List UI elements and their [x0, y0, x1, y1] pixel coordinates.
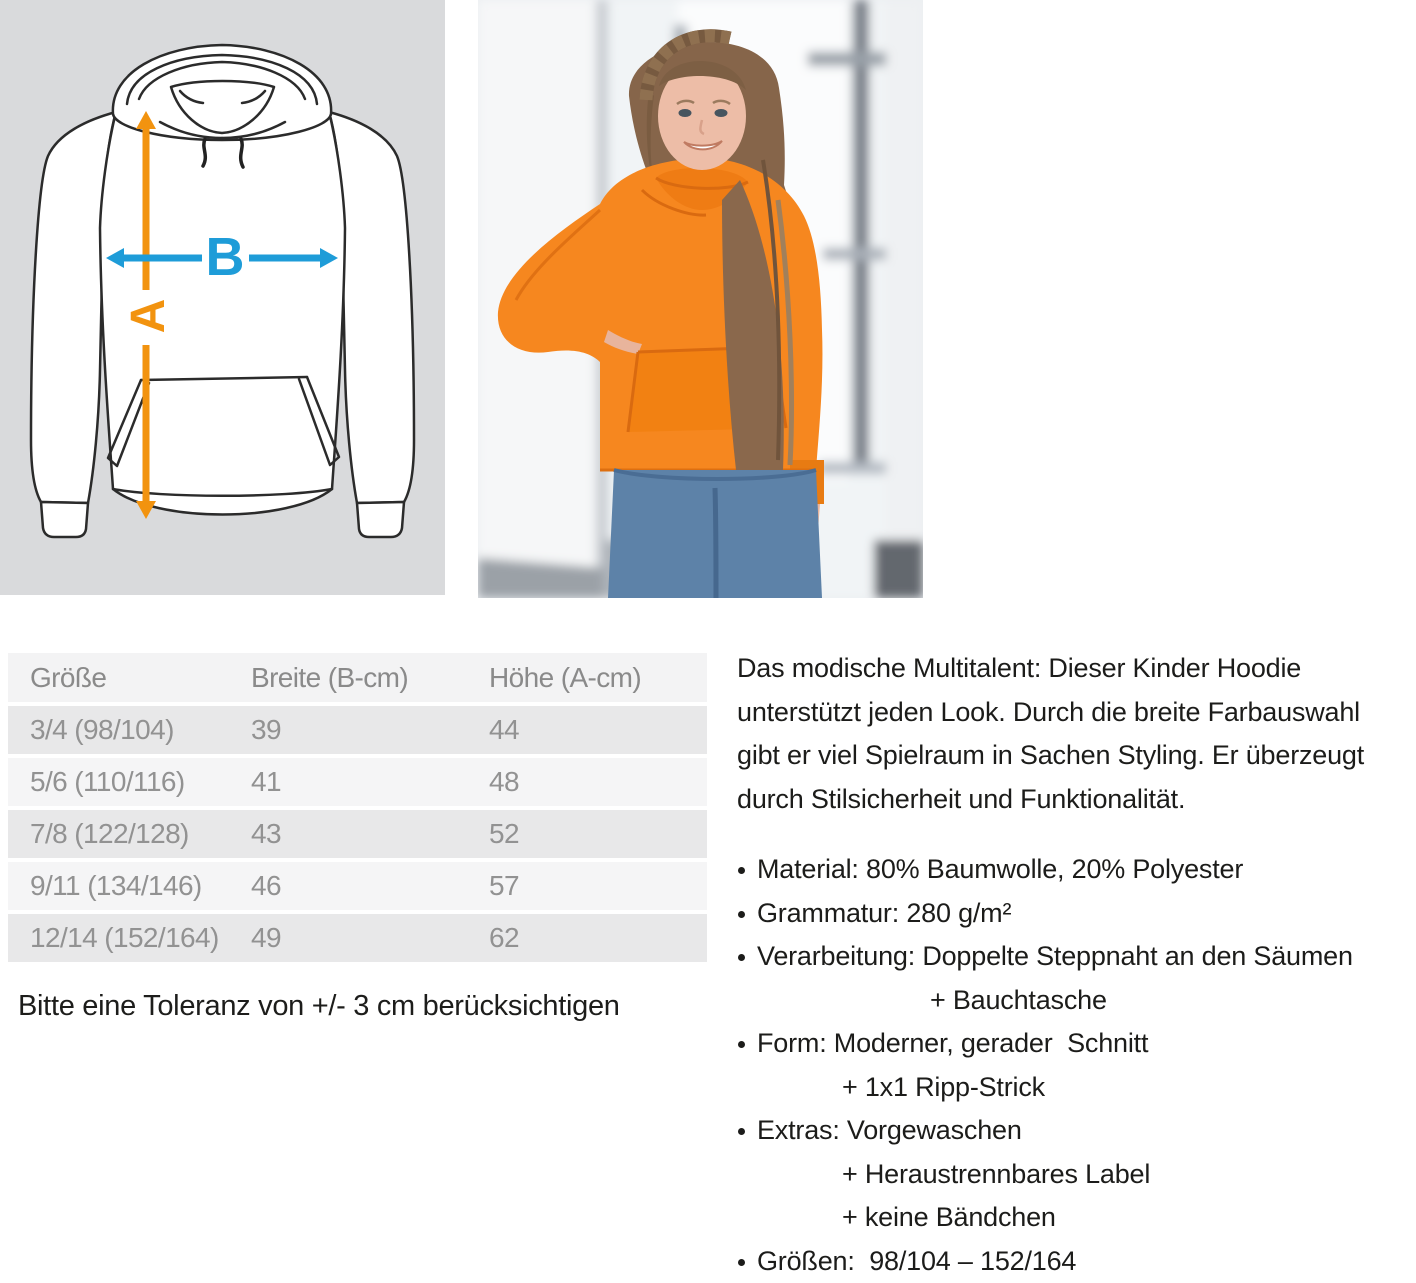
- table-cell: 39: [251, 714, 489, 746]
- description-line: unterstützt jeden Look. Durch die breite Farbauswahl: [737, 691, 1416, 735]
- table-row: [8, 758, 707, 806]
- table-cell: 5/6 (110/116): [30, 766, 251, 798]
- bullet-item: [737, 935, 1416, 979]
- table-cell: 49: [251, 922, 489, 954]
- bullet-text: Verarbeitung: Doppelte Steppnaht an den Säumen: [757, 935, 1353, 979]
- table-cell: 43: [251, 818, 489, 850]
- table-cell: 9/11 (134/146): [30, 870, 251, 902]
- table-cell: 62: [489, 922, 707, 954]
- label-a: A: [122, 299, 175, 334]
- bullet-text: Extras: Vorgewaschen: [757, 1109, 1022, 1153]
- table-cell: 3/4 (98/104): [30, 714, 251, 746]
- description-line: gibt er viel Spielraum in Sachen Styling. Er überzeugt: [737, 734, 1416, 778]
- table-row: [8, 862, 707, 910]
- hoodie-right-cuff: [357, 502, 404, 537]
- description-paragraph: [737, 647, 1416, 821]
- table-row: [8, 914, 707, 962]
- bullet-text: Größen: 98/104 – 152/164: [757, 1240, 1076, 1283]
- tolerance-note: Bitte eine Toleranz von +/- 3 cm berücksichtigen: [18, 990, 620, 1023]
- bullet-dot-icon: [738, 848, 757, 874]
- hoodie-left-cuff: [41, 502, 88, 537]
- table-cell: 57: [489, 870, 707, 902]
- column-header: Höhe (A-cm): [489, 662, 707, 694]
- table-cell: 52: [489, 818, 707, 850]
- description-line: durch Stilsicherheit und Funktionalität.: [737, 778, 1416, 822]
- bullet-dot-icon: [738, 1109, 757, 1135]
- size-table: [8, 653, 707, 962]
- bullet-sub-line: + Bauchtasche: [737, 979, 1416, 1023]
- table-cell: 44: [489, 714, 707, 746]
- bullet-item: [737, 848, 1416, 892]
- bullet-sub-line: + keine Bändchen: [737, 1196, 1416, 1240]
- bullet-text: Material: 80% Baumwolle, 20% Polyester: [757, 848, 1243, 892]
- table-cell: 12/14 (152/164): [30, 922, 251, 954]
- bullet-dot-icon: [738, 892, 757, 918]
- table-cell: 48: [489, 766, 707, 798]
- description-line: Das modische Multitalent: Dieser Kinder Hoodie: [737, 647, 1416, 691]
- bullet-text: Grammatur: 280 g/m²: [757, 892, 1011, 936]
- description-list: [737, 848, 1416, 1283]
- bullet-dot-icon: [738, 1022, 757, 1048]
- size-table-rows: [8, 706, 707, 962]
- bullet-item: [737, 1109, 1416, 1153]
- bullet-dot-icon: [738, 935, 757, 961]
- column-header: Breite (B-cm): [251, 662, 489, 694]
- bullet-item: [737, 1022, 1416, 1066]
- product-description: [737, 647, 1416, 1283]
- bullet-sub-line: + 1x1 Ripp-Strick: [737, 1066, 1416, 1110]
- column-header: Größe: [30, 662, 251, 694]
- table-cell: 41: [251, 766, 489, 798]
- size-diagram-panel: [0, 0, 445, 595]
- bullet-text: Form: Moderner, gerader Schnitt: [757, 1022, 1148, 1066]
- table-row: [8, 810, 707, 858]
- table-cell: 46: [251, 870, 489, 902]
- bullet-sub-line: + Heraustrennbares Label: [737, 1153, 1416, 1197]
- product-photo: [478, 0, 923, 598]
- bullet-item: [737, 892, 1416, 936]
- table-row: [8, 706, 707, 754]
- bullet-dot-icon: [738, 1240, 757, 1266]
- hoodie-size-diagram: [0, 0, 445, 595]
- bullet-item: [737, 1240, 1416, 1283]
- size-table-header: [8, 653, 707, 702]
- table-cell: 7/8 (122/128): [30, 818, 251, 850]
- label-b: B: [206, 227, 245, 287]
